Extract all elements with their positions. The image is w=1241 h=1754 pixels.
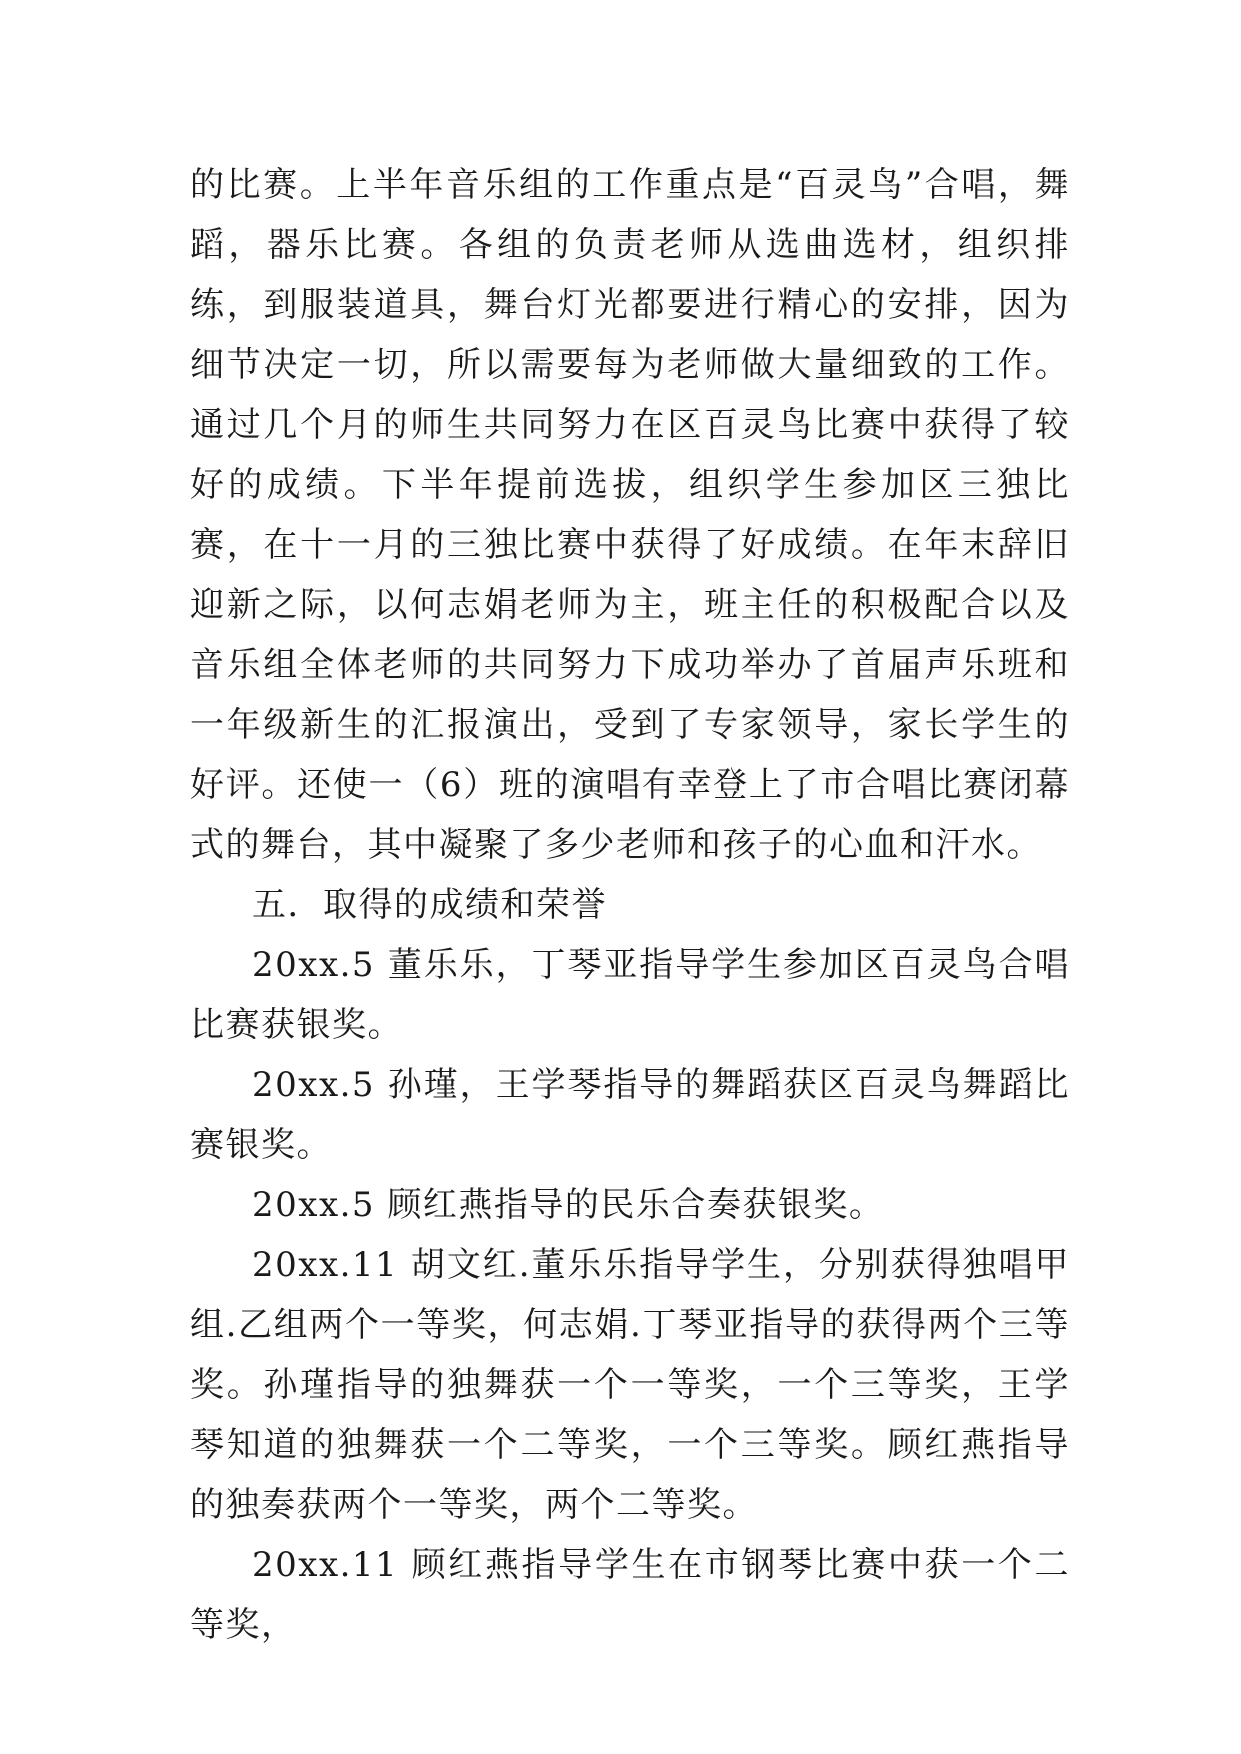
section-heading: 五．取得的成绩和荣誉 bbox=[252, 885, 607, 925]
award-item: 20xx.11 顾红燕指导学生在市钢琴比赛中获一个二等奖， bbox=[190, 1545, 1070, 1645]
award-item: 20xx.5 董乐乐，丁琴亚指导学生参加区百灵鸟合唱比赛获银奖。 bbox=[190, 945, 1070, 1045]
body-paragraph: 的比赛。上半年音乐组的工作重点是“百灵鸟”合唱，舞蹈，器乐比赛。各组的负责老师从选曲选材，组织排练，到服装道具，舞台灯光都要进行精心的安排，因为细节决定一切，所以需要每为老师做大量细致的工作。通过几个月的师生共同努力在区百灵鸟比赛中获得了较好的成绩。下半年提前选拔，组织学生参加区三独比赛，在十一月的三独比赛中获得了好成绩。在年末辞旧迎新之际，以何志娟老师为主，班主任的积极配合以及音乐组全体老师的共同努力下成功举办了首届声乐班和一年级新生的汇报演出，受到了专家领导，家长学生的好评。还使一（6）班的演唱有幸登上了市合唱比赛闭幕式的舞台，其中凝聚了多少老师和孩子的心血和汗水。 bbox=[190, 165, 1070, 865]
document-body bbox=[190, 155, 1070, 1655]
award-item: 20xx.5 顾红燕指导的民乐合奏获银奖。 bbox=[252, 1185, 885, 1225]
award-item: 20xx.5 孙瑾，王学琴指导的舞蹈获区百灵鸟舞蹈比赛银奖。 bbox=[190, 1065, 1070, 1165]
award-item: 20xx.11 胡文红.董乐乐指导学生，分别获得独唱甲组.乙组两个一等奖，何志娟.丁琴亚指导的获得两个三等奖。孙瑾指导的独舞获一个一等奖，一个三等奖，王学琴知道的独舞获一个二等奖，一个三等奖。顾红燕指导的独奏获两个一等奖，两个二等奖。 bbox=[190, 1245, 1070, 1525]
